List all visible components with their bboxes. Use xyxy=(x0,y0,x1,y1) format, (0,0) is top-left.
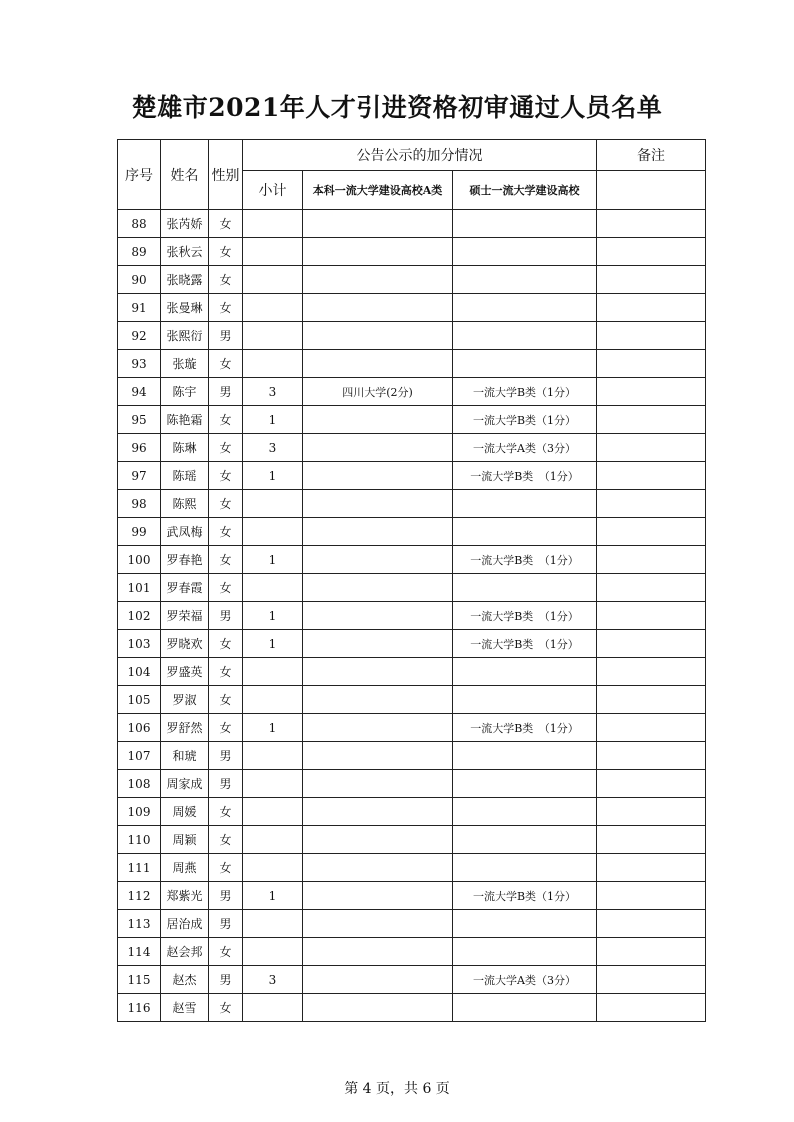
cell-gender: 男 xyxy=(209,966,243,994)
header-remarks: 备注 xyxy=(597,140,706,171)
cell-gender: 男 xyxy=(209,602,243,630)
table-row xyxy=(118,378,706,406)
cell-name: 周媛 xyxy=(161,798,209,826)
cell-name: 罗盛英 xyxy=(161,658,209,686)
cell-seq: 89 xyxy=(118,238,161,266)
cell-subtotal xyxy=(243,574,303,602)
cell-gender: 女 xyxy=(209,574,243,602)
table-row xyxy=(118,714,706,742)
cell-bachelor xyxy=(303,910,453,938)
cell-remark xyxy=(597,574,706,602)
table-row xyxy=(118,350,706,378)
cell-seq: 90 xyxy=(118,266,161,294)
cell-subtotal xyxy=(243,686,303,714)
cell-master xyxy=(453,210,597,238)
cell-subtotal xyxy=(243,658,303,686)
cell-subtotal: 1 xyxy=(243,714,303,742)
cell-master: 一流大学B类（1分） xyxy=(453,406,597,434)
cell-seq: 104 xyxy=(118,658,161,686)
cell-master: 一流大学A类（3分） xyxy=(453,966,597,994)
header-bonus-group: 公告公示的加分情况 xyxy=(243,140,597,171)
cell-gender: 女 xyxy=(209,658,243,686)
cell-gender: 女 xyxy=(209,266,243,294)
cell-remark xyxy=(597,518,706,546)
cell-subtotal xyxy=(243,938,303,966)
cell-bachelor xyxy=(303,826,453,854)
cell-subtotal: 1 xyxy=(243,882,303,910)
table-row xyxy=(118,770,706,798)
header-subtotal: 小计 xyxy=(243,171,303,210)
table-row xyxy=(118,882,706,910)
cell-gender: 女 xyxy=(209,826,243,854)
page-title: 楚雄市2021年人才引进资格初审通过人员名单 xyxy=(131,93,663,122)
cell-remark xyxy=(597,210,706,238)
cell-name: 和琥 xyxy=(161,742,209,770)
cell-master xyxy=(453,266,597,294)
cell-master: 一流大学B类 （1分） xyxy=(453,546,597,574)
cell-subtotal xyxy=(243,266,303,294)
cell-seq: 107 xyxy=(118,742,161,770)
cell-bachelor xyxy=(303,658,453,686)
cell-name: 罗淑 xyxy=(161,686,209,714)
table-row xyxy=(118,266,706,294)
cell-bachelor xyxy=(303,546,453,574)
cell-remark xyxy=(597,826,706,854)
cell-name: 赵雪 xyxy=(161,994,209,1022)
cell-master xyxy=(453,294,597,322)
cell-name: 陈熙 xyxy=(161,490,209,518)
cell-seq: 108 xyxy=(118,770,161,798)
table-row xyxy=(118,462,706,490)
cell-bachelor xyxy=(303,966,453,994)
cell-name: 张秋云 xyxy=(161,238,209,266)
cell-subtotal xyxy=(243,798,303,826)
cell-gender: 女 xyxy=(209,854,243,882)
cell-bachelor xyxy=(303,266,453,294)
cell-subtotal xyxy=(243,742,303,770)
cell-master xyxy=(453,770,597,798)
cell-gender: 女 xyxy=(209,714,243,742)
cell-master xyxy=(453,574,597,602)
table-row xyxy=(118,966,706,994)
cell-name: 赵会邦 xyxy=(161,938,209,966)
cell-gender: 女 xyxy=(209,630,243,658)
cell-gender: 女 xyxy=(209,406,243,434)
cell-remark xyxy=(597,546,706,574)
cell-master xyxy=(453,798,597,826)
table-row xyxy=(118,602,706,630)
cell-subtotal xyxy=(243,490,303,518)
cell-bachelor xyxy=(303,686,453,714)
cell-name: 周家成 xyxy=(161,770,209,798)
cell-bachelor xyxy=(303,742,453,770)
cell-gender: 男 xyxy=(209,742,243,770)
cell-name: 武凤梅 xyxy=(161,518,209,546)
cell-name: 罗春艳 xyxy=(161,546,209,574)
cell-name: 罗荣福 xyxy=(161,602,209,630)
cell-seq: 116 xyxy=(118,994,161,1022)
cell-master: 一流大学B类 （1分） xyxy=(453,630,597,658)
cell-remark xyxy=(597,322,706,350)
cell-name: 周颖 xyxy=(161,826,209,854)
cell-gender: 女 xyxy=(209,210,243,238)
cell-seq: 99 xyxy=(118,518,161,546)
cell-bachelor xyxy=(303,462,453,490)
table-row xyxy=(118,490,706,518)
cell-bachelor xyxy=(303,574,453,602)
table-row xyxy=(118,742,706,770)
table-row xyxy=(118,574,706,602)
cell-bachelor xyxy=(303,882,453,910)
cell-subtotal xyxy=(243,826,303,854)
cell-remark xyxy=(597,910,706,938)
cell-seq: 97 xyxy=(118,462,161,490)
cell-bachelor xyxy=(303,714,453,742)
cell-remark xyxy=(597,266,706,294)
table-row xyxy=(118,322,706,350)
cell-subtotal xyxy=(243,518,303,546)
cell-master xyxy=(453,322,597,350)
cell-gender: 男 xyxy=(209,910,243,938)
cell-name: 陈宇 xyxy=(161,378,209,406)
cell-seq: 100 xyxy=(118,546,161,574)
cell-gender: 女 xyxy=(209,294,243,322)
cell-master xyxy=(453,518,597,546)
cell-remark xyxy=(597,658,706,686)
cell-bachelor xyxy=(303,938,453,966)
cell-master: 一流大学B类 （1分） xyxy=(453,602,597,630)
cell-name: 居治成 xyxy=(161,910,209,938)
cell-subtotal xyxy=(243,770,303,798)
table-row xyxy=(118,238,706,266)
cell-master xyxy=(453,490,597,518)
cell-bachelor xyxy=(303,490,453,518)
cell-seq: 96 xyxy=(118,434,161,462)
cell-master xyxy=(453,238,597,266)
page-footer: 第 4 页，共 6 页 xyxy=(344,1081,450,1097)
cell-master: 一流大学B类 （1分） xyxy=(453,462,597,490)
cell-subtotal xyxy=(243,994,303,1022)
cell-master xyxy=(453,742,597,770)
cell-name: 张曼琳 xyxy=(161,294,209,322)
table-row xyxy=(118,994,706,1022)
cell-subtotal xyxy=(243,210,303,238)
cell-gender: 女 xyxy=(209,434,243,462)
table-row xyxy=(118,686,706,714)
cell-master: 一流大学B类 （1分） xyxy=(453,714,597,742)
cell-master: 一流大学B类（1分） xyxy=(453,882,597,910)
cell-subtotal xyxy=(243,910,303,938)
cell-seq: 88 xyxy=(118,210,161,238)
cell-bachelor xyxy=(303,406,453,434)
cell-bachelor xyxy=(303,434,453,462)
table-body xyxy=(118,140,706,1022)
candidate-table xyxy=(117,139,706,1022)
header-seq: 序号 xyxy=(118,140,161,210)
cell-seq: 102 xyxy=(118,602,161,630)
cell-name: 张熙衍 xyxy=(161,322,209,350)
cell-master xyxy=(453,686,597,714)
table-row xyxy=(118,210,706,238)
cell-remark xyxy=(597,238,706,266)
cell-gender: 女 xyxy=(209,350,243,378)
cell-bachelor xyxy=(303,798,453,826)
cell-seq: 111 xyxy=(118,854,161,882)
cell-seq: 110 xyxy=(118,826,161,854)
cell-seq: 95 xyxy=(118,406,161,434)
cell-name: 张芮娇 xyxy=(161,210,209,238)
table-row xyxy=(118,294,706,322)
cell-seq: 98 xyxy=(118,490,161,518)
cell-remark xyxy=(597,294,706,322)
cell-remark xyxy=(597,686,706,714)
header-row-top xyxy=(118,140,706,171)
table-row xyxy=(118,798,706,826)
cell-subtotal xyxy=(243,294,303,322)
cell-seq: 101 xyxy=(118,574,161,602)
cell-gender: 女 xyxy=(209,238,243,266)
table-row xyxy=(118,854,706,882)
cell-seq: 103 xyxy=(118,630,161,658)
cell-gender: 男 xyxy=(209,882,243,910)
cell-name: 陈琳 xyxy=(161,434,209,462)
cell-master: 一流大学A类（3分） xyxy=(453,434,597,462)
cell-name: 罗舒然 xyxy=(161,714,209,742)
table-row xyxy=(118,938,706,966)
cell-name: 陈瑶 xyxy=(161,462,209,490)
table-row xyxy=(118,826,706,854)
cell-remark xyxy=(597,630,706,658)
cell-seq: 115 xyxy=(118,966,161,994)
cell-master xyxy=(453,854,597,882)
cell-gender: 女 xyxy=(209,546,243,574)
table-row xyxy=(118,406,706,434)
header-remarks-blank xyxy=(597,171,706,210)
cell-gender: 男 xyxy=(209,770,243,798)
cell-seq: 92 xyxy=(118,322,161,350)
table-row xyxy=(118,658,706,686)
cell-remark xyxy=(597,742,706,770)
header-bachelor: 本科一流大学建设高校A类 xyxy=(303,171,453,210)
cell-subtotal: 3 xyxy=(243,434,303,462)
table-row xyxy=(118,434,706,462)
cell-subtotal xyxy=(243,238,303,266)
cell-gender: 女 xyxy=(209,518,243,546)
cell-remark xyxy=(597,714,706,742)
cell-bachelor xyxy=(303,322,453,350)
cell-bachelor xyxy=(303,854,453,882)
cell-remark xyxy=(597,490,706,518)
cell-master xyxy=(453,994,597,1022)
cell-gender: 女 xyxy=(209,462,243,490)
cell-gender: 女 xyxy=(209,686,243,714)
cell-remark xyxy=(597,350,706,378)
cell-remark xyxy=(597,378,706,406)
cell-gender: 女 xyxy=(209,994,243,1022)
cell-bachelor xyxy=(303,994,453,1022)
cell-master xyxy=(453,350,597,378)
cell-seq: 112 xyxy=(118,882,161,910)
cell-remark xyxy=(597,966,706,994)
cell-remark xyxy=(597,434,706,462)
cell-gender: 女 xyxy=(209,490,243,518)
cell-master xyxy=(453,826,597,854)
cell-remark xyxy=(597,994,706,1022)
cell-bachelor xyxy=(303,350,453,378)
cell-name: 周燕 xyxy=(161,854,209,882)
cell-seq: 109 xyxy=(118,798,161,826)
cell-bachelor xyxy=(303,210,453,238)
cell-subtotal: 1 xyxy=(243,602,303,630)
table-row xyxy=(118,546,706,574)
cell-remark xyxy=(597,798,706,826)
cell-bachelor xyxy=(303,630,453,658)
cell-seq: 91 xyxy=(118,294,161,322)
cell-name: 张晓露 xyxy=(161,266,209,294)
header-name: 姓名 xyxy=(161,140,209,210)
cell-name: 赵杰 xyxy=(161,966,209,994)
cell-master xyxy=(453,658,597,686)
cell-name: 罗春霞 xyxy=(161,574,209,602)
cell-remark xyxy=(597,882,706,910)
cell-seq: 105 xyxy=(118,686,161,714)
cell-bachelor xyxy=(303,770,453,798)
cell-remark xyxy=(597,406,706,434)
cell-name: 陈艳霜 xyxy=(161,406,209,434)
cell-remark xyxy=(597,770,706,798)
cell-gender: 男 xyxy=(209,378,243,406)
cell-subtotal xyxy=(243,322,303,350)
cell-seq: 94 xyxy=(118,378,161,406)
cell-gender: 女 xyxy=(209,798,243,826)
cell-subtotal: 1 xyxy=(243,462,303,490)
cell-subtotal: 1 xyxy=(243,406,303,434)
table-row xyxy=(118,910,706,938)
cell-seq: 106 xyxy=(118,714,161,742)
cell-remark xyxy=(597,462,706,490)
cell-master: 一流大学B类（1分） xyxy=(453,378,597,406)
cell-subtotal: 1 xyxy=(243,630,303,658)
cell-master xyxy=(453,910,597,938)
cell-name: 郑紫光 xyxy=(161,882,209,910)
cell-bachelor xyxy=(303,294,453,322)
header-master: 硕士一流大学建设高校 xyxy=(453,171,597,210)
cell-name: 张璇 xyxy=(161,350,209,378)
table-row xyxy=(118,518,706,546)
cell-remark xyxy=(597,854,706,882)
header-gender: 性别 xyxy=(209,140,243,210)
cell-subtotal xyxy=(243,854,303,882)
cell-subtotal xyxy=(243,350,303,378)
cell-remark xyxy=(597,602,706,630)
cell-bachelor xyxy=(303,602,453,630)
cell-remark xyxy=(597,938,706,966)
cell-name: 罗晓欢 xyxy=(161,630,209,658)
cell-seq: 93 xyxy=(118,350,161,378)
cell-subtotal: 1 xyxy=(243,546,303,574)
cell-gender: 男 xyxy=(209,322,243,350)
cell-subtotal: 3 xyxy=(243,378,303,406)
cell-bachelor xyxy=(303,238,453,266)
cell-bachelor: 四川大学(2分) xyxy=(303,378,453,406)
cell-master xyxy=(453,938,597,966)
table-row xyxy=(118,630,706,658)
cell-subtotal: 3 xyxy=(243,966,303,994)
cell-seq: 114 xyxy=(118,938,161,966)
cell-bachelor xyxy=(303,518,453,546)
cell-seq: 113 xyxy=(118,910,161,938)
cell-gender: 女 xyxy=(209,938,243,966)
